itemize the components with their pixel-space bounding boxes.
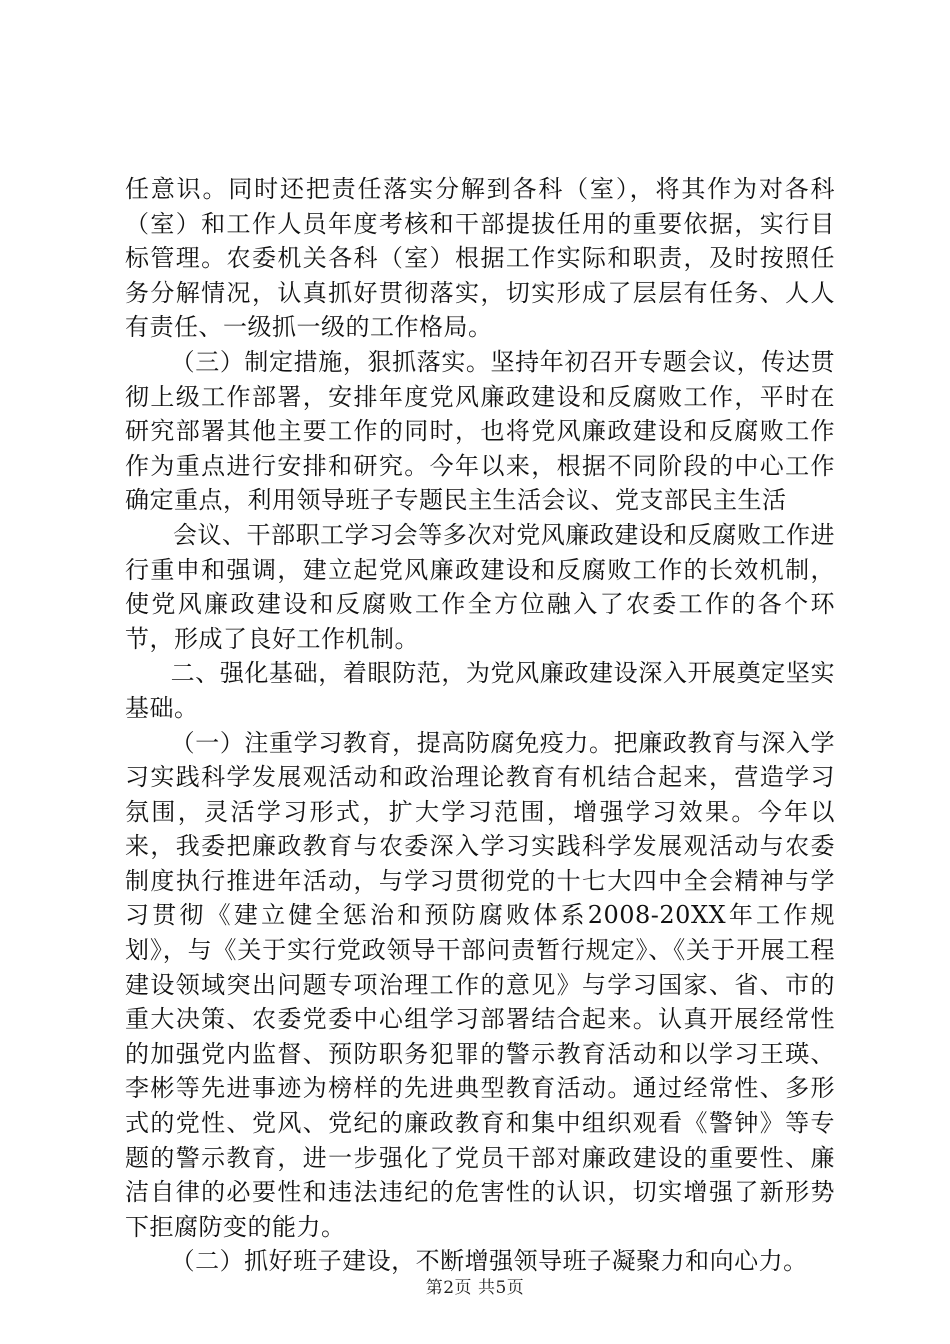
page-number-footer: 第2页 共5页 [425, 1278, 525, 1298]
paragraph-subsection-2: （二）抓好班子建设，不断增强领导班子凝聚力和向心力。 [170, 1247, 808, 1276]
paragraph-continuation: 任意识。同时还把责任落实分解到各科（室），将其作为对各科（室）和工作人员年度考核和干部提拔任用的重要依据，实行目标管理。农委机关各科（室）根据工作实际和职责，及时按照任务分解情况，认真抓好贯彻落实，切实形成了层层有任务、人人有责任、一级抓一级的工作格局。 [125, 175, 835, 342]
paragraph-heading-2: 二、强化基础，着眼防范，为党风廉政建设深入开展奠定坚实基础。 [125, 659, 835, 722]
paragraph-section-3: （三）制定措施，狠抓落实。坚持年初召开专题会议，传达贯彻上级工作部署，安排年度党风廉政建设和反腐败工作，平时在研究部署其他主要工作的同时，也将党风廉政建设和反腐败工作作为重点进行安排和研究。今年以来，根据不同阶段的中心工作确定重点，利用领导班子专题民主生活会议、党支部民主生活 [125, 347, 835, 515]
paragraph-subsection-1: （一）注重学习教育，提高防腐免疫力。把廉政教育与深入学习实践科学发展观活动和政治理论教育有机结合起来，营造学习氛围，灵活学习形式，扩大学习范围，增强学习效果。今年以来，我委把廉政教育与农委深入学习实践科学发展观活动与农委制度执行推进年活动，与学习贯彻党的十七大四中全会精神与学习贯彻《建立健全惩治和预防腐败体系2008-20XX年工作规划》，与《关于实行党政领导干部问责暂行规定》、《关于开展工程建设领域突出问题专项治理工作的意见》与学习国家、省、市的重大决策、农委党委中心组学习部署结合起来。认真开展经常性的加强党内监督、预防职务犯罪的警示教育活动和以学习王瑛、李彬等先进事迹为榜样的先进典型教育活动。通过经常性、多形式的党性、党风、党纪的廉政教育和集中组织观看《警钟》等专题的警示教育，进一步强化了党员干部对廉政建设的重要性、廉洁自律的必要性和违法违纪的危害性的认识，切实增强了新形势下拒腐防变的能力。 [125, 728, 835, 1241]
document-body [125, 172, 835, 1279]
paragraph-section-3-continued: 会议、干部职工学习会等多次对党风廉政建设和反腐败工作进行重申和强调，建立起党风廉政建设和反腐败工作的长效机制，使党风廉政建设和反腐败工作全方位融入了农委工作的各个环节，形成了良好工作机制。 [125, 520, 835, 653]
